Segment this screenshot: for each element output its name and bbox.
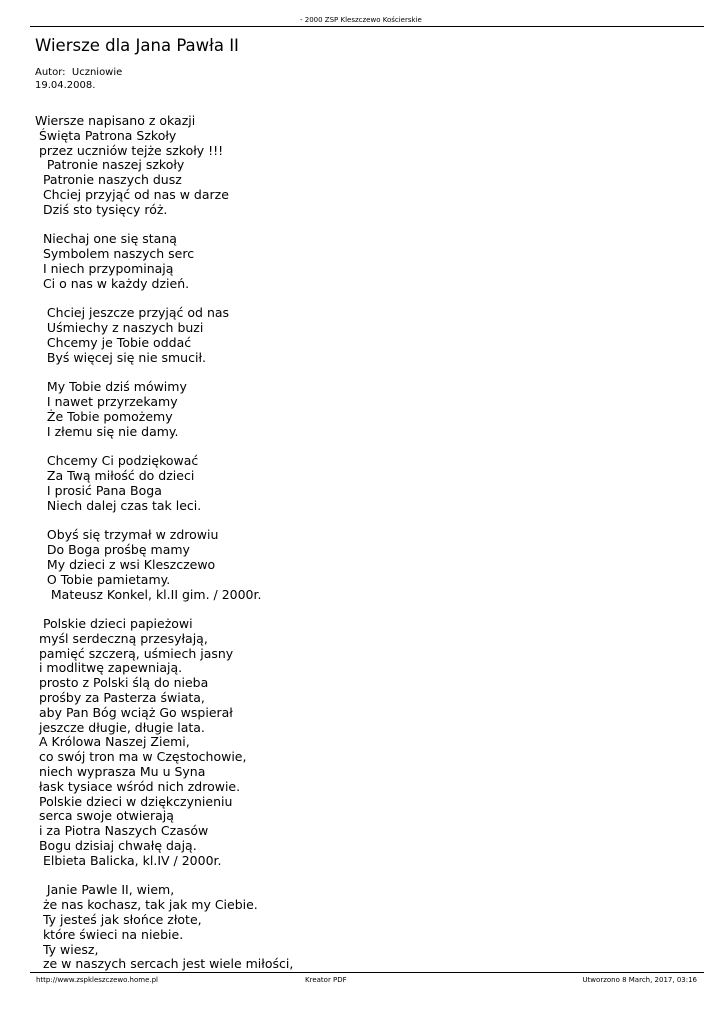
poem-line: jeszcze długie, długie lata. (35, 719, 205, 735)
poem-line: Chciej jeszcze przyjąć od nas (35, 305, 230, 321)
poem-line: ze w naszych sercach jest wiele miłości, (35, 956, 294, 972)
stanza-break (35, 440, 293, 455)
poem-line: I niech przypominają (35, 260, 174, 276)
poem-line: Za Twą miłość do dzieci (35, 468, 195, 484)
poem-line: Wiersze napisano z okazji (35, 113, 196, 128)
poem-line: Niechaj one się staną (35, 231, 177, 247)
poem-line: prośby za Pasterza świata, (35, 690, 205, 706)
header-rule (30, 26, 704, 27)
stanza-break (35, 292, 293, 307)
author-line: Autor: Uczniowie (35, 67, 123, 78)
footer-rule (30, 972, 704, 973)
poem-line: Patronie naszej szkoły (35, 157, 185, 173)
footer-created-date: Utworzono 8 March, 2017, 03:16 (582, 976, 697, 984)
poem-line: My dzieci z wsi Kleszczewo (35, 556, 216, 572)
poem-line: Polskie dzieci w dziękczynieniu (35, 793, 233, 809)
poem-line: Polskie dzieci papieżowi (35, 616, 193, 632)
poem-line: Ty jesteś jak słońce złote, (35, 912, 202, 928)
poem-line: co swój tron ma w Częstochowie, (35, 749, 247, 765)
poem-line: A Królowa Naszej Ziemi, (35, 734, 190, 750)
poem-line: niech wyprasza Mu u Syna (35, 764, 206, 780)
poem-line: Janie Pawle II, wiem, (35, 882, 175, 898)
poem-line: Do Boga prośbę mamy (35, 542, 190, 558)
poem-line: że nas kochasz, tak jak my Ciebie. (35, 897, 258, 913)
poem-line: Chcemy je Tobie oddać (35, 334, 192, 350)
poem-line: Mateusz Konkel, kl.II gim. / 2000r. (35, 586, 262, 602)
poem-line: myśl serdeczną przesyłają, (35, 630, 208, 646)
poem-line: Niech dalej czas tak leci. (35, 497, 202, 513)
stanza-break (35, 218, 293, 233)
poem-line: Chciej przyjąć od nas w darze (35, 186, 229, 202)
poem-line: My Tobie dziś mówimy (35, 379, 187, 395)
poem-line: Elbieta Balicka, kl.IV / 2000r. (35, 852, 222, 868)
poem-line: I prosić Pana Boga (35, 482, 162, 498)
stanza-break (35, 869, 293, 884)
poem-line: Święta Patrona Szkoły (35, 127, 177, 143)
poem-line: I złemu się nie damy. (35, 423, 179, 439)
document-title: Wiersze dla Jana Pawła II (35, 36, 239, 55)
poem-line: Byś więcej się nie smucił. (35, 349, 206, 365)
stanza-break (35, 366, 293, 381)
document-meta (35, 67, 122, 92)
poem-line: Obyś się trzymał w zdrowiu (35, 527, 219, 543)
poem-line: Uśmiechy z naszych buzi (35, 320, 204, 336)
poem-line: aby Pan Bóg wciąż Go wspierał (35, 704, 233, 720)
footer-generator: Kreator PDF (305, 976, 347, 984)
stanza-break (35, 602, 293, 617)
poem-line: przez uczniów tejże szkoły !!! (35, 142, 224, 158)
poem-line: Chcemy Ci podziękować (35, 453, 199, 469)
poem-line: Ci o nas w każdy dzień. (35, 275, 190, 291)
poem-line: prosto z Polski ślą do nieba (35, 675, 209, 691)
poem-line: O Tobie pamietamy. (35, 571, 171, 587)
poem-line: które świeci na niebie. (35, 926, 184, 942)
poem-line: i modlitwę zapewniają. (35, 660, 183, 676)
footer-url-link[interactable]: http://www.zspkleszczewo.home.pl (36, 976, 158, 984)
poem-line: Dziś sto tysięcy róż. (35, 201, 168, 217)
poem-line: Ty wiesz, (35, 941, 99, 957)
poem-line: łask tysiace wśród nich zdrowie. (35, 778, 241, 794)
poem-body (35, 114, 293, 972)
poem-line: Symbolem naszych serc (35, 246, 195, 262)
stanza-break (35, 514, 293, 529)
document-date: 19.04.2008. (35, 79, 96, 91)
poem-line: Bogu dzisiaj chwałę dają. (35, 838, 197, 854)
running-head: - 2000 ZSP Kleszczewo Kościerskie (300, 16, 422, 24)
poem-line: I nawet przyrzekamy (35, 394, 178, 410)
poem-line: serca swoje otwierają (35, 808, 174, 824)
poem-line: Że Tobie pomożemy (35, 408, 173, 424)
poem-line: Patronie naszych dusz (35, 172, 182, 188)
poem-line: pamięć szczerą, uśmiech jasny (35, 645, 234, 661)
poem-line: i za Piotra Naszych Czasów (35, 823, 209, 839)
